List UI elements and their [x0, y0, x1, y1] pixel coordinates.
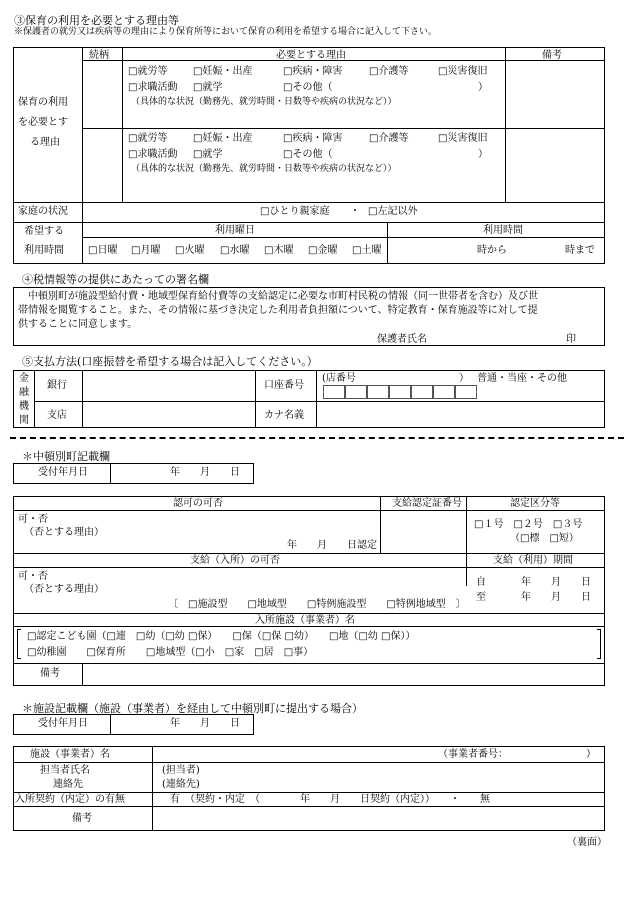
fac-enroll-label: 入所契約（内定）の有無 — [15, 794, 125, 805]
account-digit-cell[interactable] — [389, 385, 411, 399]
fac-remarks-label: 備考 — [72, 813, 92, 824]
supply-header: 支給（入所）の可否 — [190, 555, 280, 566]
fac-person-value: (担当者) — [162, 765, 200, 776]
opt-work[interactable]: □就労等 — [128, 133, 168, 144]
town-received-label: 受付年月日 — [38, 467, 88, 478]
bank-label: 銀行 — [47, 380, 67, 391]
section3-note: ※保護者の就労又は疾病等の理由により保育所等において保育の利用を希望する場合に記入して下さい。 — [14, 27, 438, 37]
detail-note: （具体的な状況（勤務先、就労時間・日数等や疾病の状況など）） — [131, 164, 397, 174]
section3-title: ③保育の利用を必要とする理由等 — [14, 14, 179, 27]
section5-title: ⑤支払方法(口座振替を希望する場合は記入してください。） — [22, 355, 318, 368]
day-sat[interactable]: □土曜 — [352, 245, 382, 256]
cert-classes[interactable]: □１号 □２号 □３号 — [474, 519, 583, 530]
consent-line-2: 帯情報を閲覧すること。また、その情報に基づき決定した利用者負担額について、特定教育・保育施設等に対して提 — [18, 305, 538, 316]
time-header: 利用時間 — [483, 225, 523, 236]
day-wed[interactable]: □水曜 — [220, 245, 250, 256]
day-tue[interactable]: □火曜 — [175, 245, 205, 256]
wish-label-2: 利用時間 — [24, 245, 64, 256]
detail-note: （具体的な状況（勤務先、就労時間・日数等や疾病の状況など）） — [131, 97, 397, 107]
account-digit-cell[interactable] — [367, 385, 389, 399]
account-digit-cell[interactable] — [433, 385, 455, 399]
close-paren: ） — [478, 149, 488, 160]
opt-disaster[interactable]: □災害復旧 — [438, 133, 488, 144]
facility-section-title: ＊施設記載欄（施設（事業者）を経由して中頓別町に提出する場合） — [22, 702, 363, 715]
opt-work[interactable]: □就労等 — [128, 66, 168, 77]
inst-3: 機 — [19, 401, 29, 412]
opt-other[interactable]: □その他（ — [283, 82, 333, 93]
fac-name-label: 施設（事業者）名 — [30, 749, 110, 760]
col-relation: 続柄 — [89, 50, 109, 61]
opt-school[interactable]: □就学 — [193, 82, 223, 93]
day-sun[interactable]: □日曜 — [88, 245, 118, 256]
opt-disaster[interactable]: □災害復旧 — [438, 66, 488, 77]
inst-4: 関 — [19, 415, 29, 426]
town-remarks-label: 備考 — [40, 668, 60, 679]
day-thu[interactable]: □木曜 — [264, 245, 294, 256]
close-paren: ） — [478, 82, 488, 93]
cert-classes-sub[interactable]: （□標 □短） — [510, 533, 579, 544]
account-number-label: 口座番号 — [264, 380, 304, 391]
opt-school[interactable]: □就学 — [193, 149, 223, 160]
store-close: ） — [459, 373, 469, 384]
approval-reason: （否とする理由） — [24, 527, 104, 538]
time-to: 時まで — [565, 245, 595, 256]
branch-label: 支店 — [47, 410, 67, 421]
fac-contact-label: 連絡先 — [53, 779, 83, 790]
facility-header: 入所施設（事業者）名 — [255, 615, 355, 626]
cert-class-header: 認定区分等 — [510, 498, 560, 509]
account-digit-cell[interactable] — [323, 385, 345, 399]
cert-no-header: 支給認定証番号 — [392, 498, 462, 509]
opt-care[interactable]: □介護等 — [369, 133, 409, 144]
fac-contact-value: (連絡先) — [162, 779, 200, 790]
opt-other[interactable]: □その他（ — [283, 149, 333, 160]
row-label-2: を必要とす — [18, 117, 68, 128]
cert-date: 年 月 日認定 — [287, 540, 377, 551]
fac-person-label: 担当者氏名 — [40, 765, 90, 776]
period-header: 支給（利用）期間 — [493, 555, 573, 566]
section4-title: ④税情報等の提供にあたっての署名欄 — [22, 273, 209, 286]
account-types[interactable]: 普通・当座・その他 — [477, 373, 567, 384]
fac-biz-no: （事業者番号： — [438, 749, 508, 760]
kana-name-label: カナ名義 — [264, 410, 304, 421]
approval-header: 認可の可否 — [173, 498, 223, 509]
seal-mark: 印 — [566, 334, 576, 345]
opt-jobhunt[interactable]: □求職活動 — [128, 82, 178, 93]
opt-pregnancy[interactable]: □妊娠・出産 — [193, 133, 253, 144]
day-mon[interactable]: □月曜 — [131, 245, 161, 256]
wish-label-1: 希望する — [24, 226, 64, 237]
consent-line-1: 中頓別町が施設型給付費・地域型保育給付費等の支給認定に必要な市町村民税の情報（同一世帯者を含む）及び世 — [28, 291, 538, 302]
family-other[interactable]: □左記以外 — [368, 206, 418, 217]
row-label-1: 保育の利用 — [18, 97, 68, 108]
opt-care[interactable]: □介護等 — [369, 66, 409, 77]
supply-types[interactable]: 〔 □施設型 □地域型 □特例施設型 □特例地域型 〕 — [168, 599, 466, 610]
col-remarks: 備考 — [542, 50, 562, 61]
town-received-date: 年 月 日 — [170, 467, 240, 478]
guardian-name-label: 保護者氏名 — [377, 334, 427, 345]
fac-received-date: 年 月 日 — [170, 718, 240, 729]
approval-ka-hi[interactable]: 可・否 — [18, 514, 48, 525]
col-reason: 必要とする理由 — [276, 50, 346, 61]
fac-enroll-value[interactable]: 有 （契約・内定 （ 年 月 日契約（内定）） ・ 無 — [170, 794, 490, 805]
family-label: 家庭の状況 — [18, 206, 68, 217]
period-to: 至 — [476, 592, 486, 603]
inst-2: 融 — [19, 387, 29, 398]
period-from-date: 年 月 日 — [521, 577, 591, 588]
family-single[interactable]: □ひとり親家庭 — [260, 206, 330, 217]
page-side-label: （裏面） — [567, 837, 607, 848]
opt-jobhunt[interactable]: □求職活動 — [128, 149, 178, 160]
account-digit-cell[interactable] — [345, 385, 367, 399]
period-from: 自 — [476, 577, 486, 588]
opt-pregnancy[interactable]: □妊娠・出産 — [193, 66, 253, 77]
account-digit-cell[interactable] — [455, 385, 477, 399]
fac-biz-close: ） — [586, 749, 596, 760]
period-to-date: 年 月 日 — [521, 592, 591, 603]
facility-row-2[interactable]: □幼稚園 □保育所 □地域型（□小 □家 □居 □事） — [27, 647, 314, 658]
town-title: ＊中頓別町記載欄 — [22, 450, 110, 463]
supply-ka-hi[interactable]: 可・否 — [18, 571, 48, 582]
time-from: 時から — [477, 245, 507, 256]
opt-illness[interactable]: □疾病・障害 — [283, 133, 343, 144]
inst-1: 金 — [19, 373, 29, 384]
store-number-label: (店番号 — [322, 373, 356, 384]
cut-line — [10, 437, 624, 439]
supply-reason: （否とする理由） — [24, 584, 104, 595]
consent-line-3: 供することに同意します。 — [18, 319, 138, 330]
fac-received-label: 受付年月日 — [38, 718, 88, 729]
days-header: 利用曜日 — [215, 225, 255, 236]
family-dot: ・ — [350, 206, 360, 217]
facility-row-1[interactable]: □認定こども園（□連 □幼（□幼 □保） □保（□保 □幼） □地（□幼 □保）） — [27, 631, 416, 642]
account-digit-cell[interactable] — [411, 385, 433, 399]
day-fri[interactable]: □金曜 — [308, 245, 338, 256]
opt-illness[interactable]: □疾病・障害 — [283, 66, 343, 77]
row-label-3: る理由 — [30, 137, 60, 148]
